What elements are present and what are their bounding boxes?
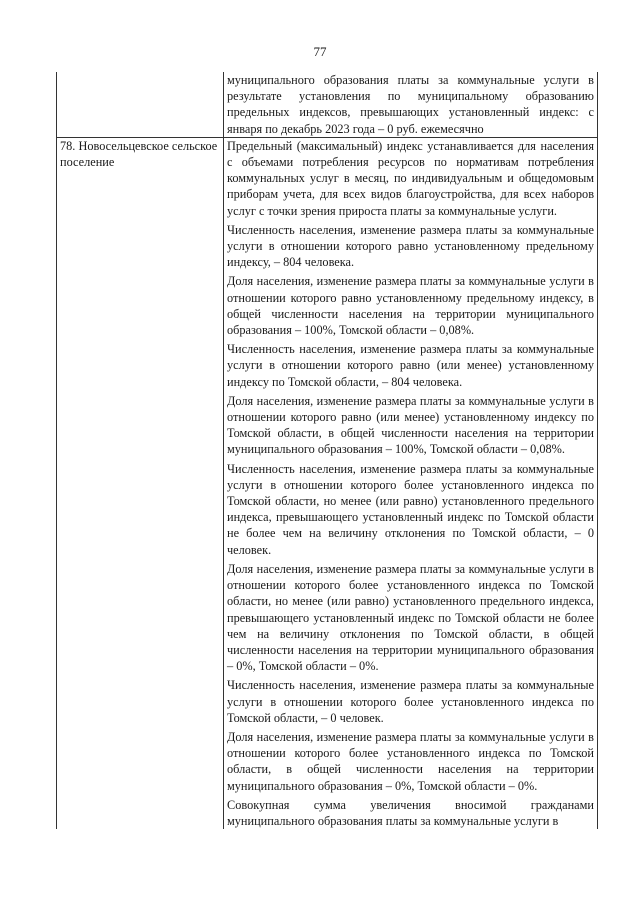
table-cell-description	[224, 137, 598, 829]
table-row-continuation	[57, 72, 598, 137]
table-cell-name-empty	[57, 72, 224, 137]
paragraph-population-equal-region: Численность населения, изменение размера платы за коммунальные услуги в отношении которого равно (или менее) установленному индексу по Томской области, – 804 человека.	[227, 342, 594, 389]
paragraph-total-increase: Совокупная сумма увеличения вносимой гражданами муниципального образования платы за коммунальные услуги в	[227, 797, 594, 828]
paragraph-population-between: Численность населения, изменение размера платы за коммунальные услуги в отношении которого более установленного индекса по Томской области, но менее (или равно) установленного предельного индекса, превышающего установленный индекс по Томской области не более чем на величину отклонения по Томской области, – 0 человек.	[227, 461, 594, 557]
paragraph-index-info: Предельный (максимальный) индекс устанавливается для населения с объемами потребления ресурсов по нормативам потребления коммунальных услуг в месяц, по индивидуальным и общедомовым приборам учета, для всех видов благоустройства, для всех наборов услуг с точки зрения прироста платы за коммунальные услуги.	[227, 138, 594, 218]
table-row	[57, 137, 598, 829]
paragraph-share-between: Доля населения, изменение размера платы за коммунальные услуги в отношении которого более установленного индекса по Томской области, но менее (или равно) установленного предельного индекса, превышающего установленный индекс по Томской области не более чем на величину отклонения по Томской области, в общей численности населения на территории муниципального образования – 0%, Томской области – 0%.	[227, 561, 594, 674]
table-cell-name	[57, 137, 224, 829]
paragraph-share-equal-limit: Доля населения, изменение размера платы за коммунальные услуги в отношении которого равно установленному предельному индексу, в общей численности населения на территории муниципального образования – 100%, Томской области – 0,08%.	[227, 274, 594, 338]
paragraph-population-equal-limit: Численность населения, изменение размера платы за коммунальные услуги в отношении которого равно установленному предельному индексу, – 804 человека.	[227, 222, 594, 270]
document-table	[56, 72, 598, 829]
paragraph-population-above-region: Численность населения, изменение размера платы за коммунальные услуги в отношении которого более установленного индекса по Томской области, – 0 человек.	[227, 678, 594, 725]
continuation-text: муниципального образования платы за коммунальные услуги в результате установления по муниципальному образованию предельных индексов, превышающих установленный индекс: с января по декабрь 2023 года – 0 руб. ежемесячно	[227, 73, 594, 136]
paragraph-share-above-region: Доля населения, изменение размера платы за коммунальные услуги в отношении которого более установленного индекса по Томской области, в общей численности населения на территории муниципального образования – 0%, Томской области – 0%.	[227, 729, 594, 793]
page-number: 77	[313, 44, 327, 59]
settlement-name: 78. Новосельцевское сельское поселение	[60, 138, 218, 170]
paragraph-share-equal-region: Доля населения, изменение размера платы за коммунальные услуги в отношении которого равно (или менее) установленному индексу по Томской области, в общей численности населения на территории муниципального образования – 100%, Томской области – 0,08%.	[227, 393, 594, 457]
table-cell-continuation	[224, 72, 598, 137]
